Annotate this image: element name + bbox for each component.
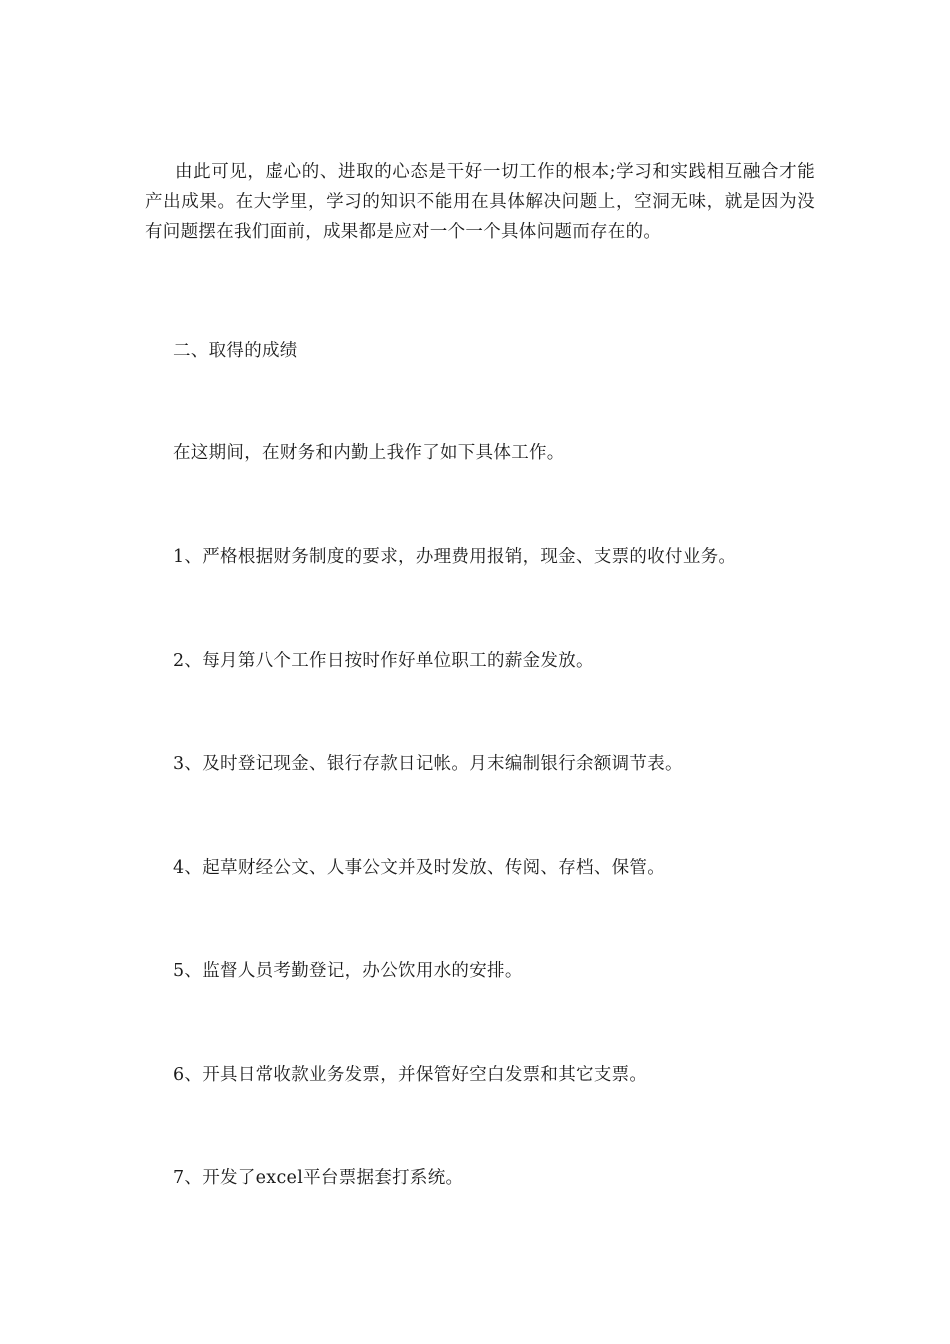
list-item: 2、每月第八个工作日按时作好单位职工的薪金发放。 <box>173 651 594 671</box>
list-item: 7、开发了excel平台票据套打系统。 <box>173 1168 464 1188</box>
list-item: 4、起草财经公文、人事公文并及时发放、传阅、存档、保管。 <box>173 858 666 878</box>
list-item: 1、严格根据财务制度的要求，办理费用报销，现金、支票的收付业务。 <box>173 547 737 567</box>
list-item: 3、及时登记现金、银行存款日记帐。月末编制银行余额调节表。 <box>173 754 683 774</box>
intro-paragraph: 由此可见，虚心的、进取的心态是干好一切工作的根本;学习和实践相互融合才能产出成果。在大学里，学习的知识不能用在具体解决问题上，空洞无味，就是因为没有问题摆在我们面前，成果都是应对一个一个具体问题而存在的。 <box>145 162 815 242</box>
lead-sentence: 在这期间，在财务和内勤上我作了如下具体工作。 <box>173 443 565 463</box>
list-item: 5、监督人员考勤登记，办公饮用水的安排。 <box>173 961 523 981</box>
list-item: 6、开具日常收款业务发票，并保管好空白发票和其它支票。 <box>173 1065 648 1085</box>
section-heading: 二、取得的成绩 <box>173 341 298 361</box>
